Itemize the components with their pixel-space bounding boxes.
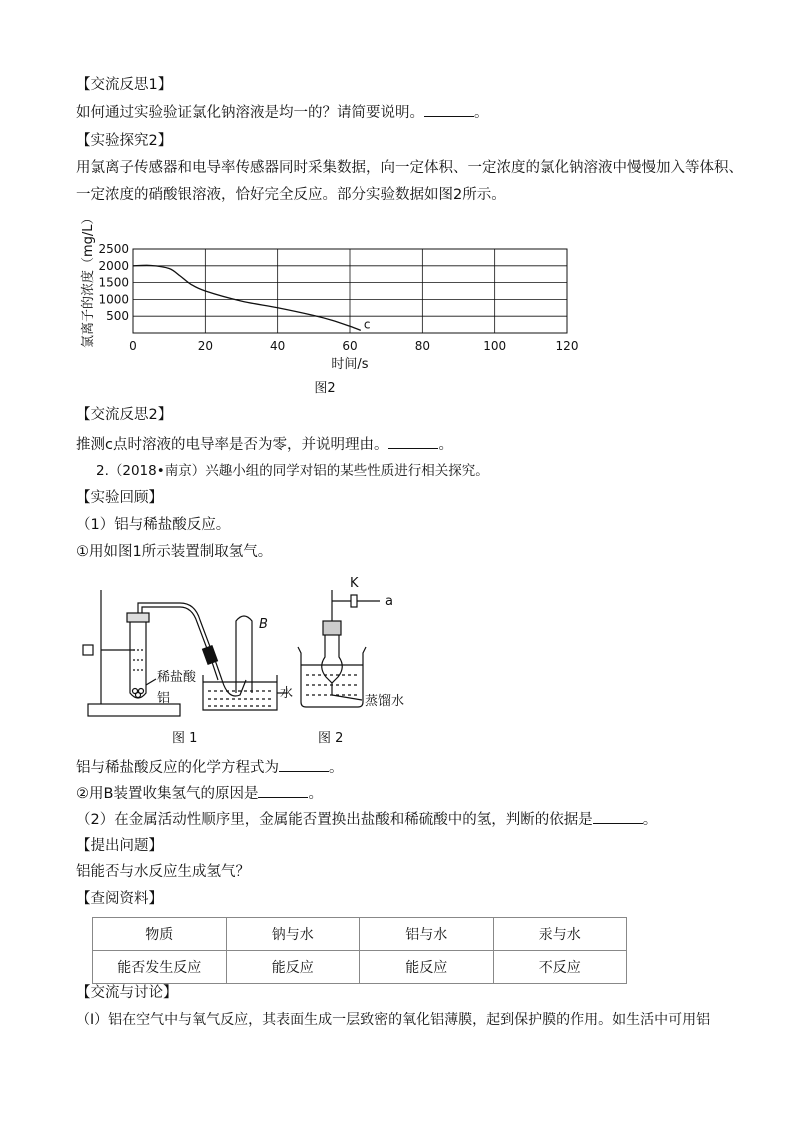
- sub-question-2: [76, 809, 657, 830]
- x-tick-label: 0: [129, 339, 137, 353]
- answer-blank[interactable]: [388, 434, 438, 449]
- problem-text: 铝能否与水反应生成氢气？: [76, 864, 250, 880]
- answer-blank[interactable]: [279, 757, 329, 772]
- label-dilute-acid: 稀盐酸: [157, 670, 197, 685]
- chart-y-axis-label: 氯离子的浓度（mg/L）: [81, 211, 96, 348]
- y-tick-label: 500: [106, 309, 129, 324]
- section-heading-reflection-2: 【交流反思2】: [76, 407, 173, 423]
- chart-grid: [133, 249, 567, 333]
- chloride-concentration-line: [133, 265, 361, 330]
- section-heading-review: 【实验回顾】: [76, 490, 163, 506]
- chart-points: [133, 265, 361, 330]
- section-heading-problem: 【提出问题】: [76, 838, 163, 854]
- beaker-apparatus: [298, 590, 380, 707]
- answer-blank[interactable]: [258, 783, 308, 798]
- period: 。: [308, 786, 323, 802]
- answer-blank[interactable]: [593, 809, 643, 824]
- table-header-cell: 物质: [93, 918, 227, 951]
- table-row: [93, 918, 627, 951]
- question-reflection-2: [76, 434, 453, 455]
- question-text: （2）在金属活动性顺序里，金属能否置换出盐酸和稀硫酸中的氢，判断的依据是: [76, 812, 593, 828]
- x-tick-label: 80: [414, 339, 430, 353]
- question-text: 推测c点时溶液的电导率是否为零，并说明理由。: [76, 437, 389, 453]
- x-tick-label: 120: [555, 339, 579, 353]
- table-cell: 能反应: [360, 951, 494, 984]
- table-cell: 能反应: [226, 951, 360, 984]
- step-1: ①用如图1所示装置制取氢气。: [76, 544, 273, 560]
- section-heading-discussion: 【交流与讨论】: [76, 985, 178, 1001]
- x-tick-label: 20: [197, 339, 213, 353]
- table-header-cell: 铝与水: [360, 918, 494, 951]
- table-cell: 不反应: [493, 951, 627, 984]
- question-text: 铝与稀盐酸反应的化学方程式为: [76, 760, 279, 776]
- sub-question-1: （1）铝与稀盐酸反应。: [76, 517, 231, 533]
- y-tick-label: 1500: [98, 275, 129, 290]
- question-2-intro: 2.（2018•南京）兴趣小组的同学对铝的某些性质进行相关探究。: [96, 463, 489, 479]
- label-water: 水: [280, 686, 294, 701]
- table-row: [93, 951, 627, 984]
- table-cell: 能否发生反应: [93, 951, 227, 984]
- y-tick-label: 2500: [98, 242, 129, 256]
- chart-ticks: [98, 242, 578, 353]
- figure-1-caption: 图 1: [172, 731, 198, 746]
- label-aluminum: 铝: [157, 691, 171, 706]
- step-2: [76, 783, 323, 804]
- figure-2-caption: 图 2: [318, 731, 344, 746]
- section-heading-reflection-1: 【交流反思1】: [76, 77, 173, 93]
- x-tick-label: 40: [270, 339, 286, 353]
- y-tick-label: 1000: [98, 292, 129, 307]
- question-text: ②用B装置收集氢气的原因是: [76, 786, 259, 802]
- experiment-2-text-line-1: 用氯离子传感器和电导率传感器同时采集数据，向一定体积、一定浓度的氯化钠溶液中慢慢加入等体积、: [76, 160, 743, 176]
- question-text: 如何通过实验验证氯化钠溶液是均一的？请简要说明。: [76, 105, 424, 121]
- discussion-text: （I）铝在空气中与氧气反应，其表面生成一层致密的氧化铝薄膜，起到保护膜的作用。如生活中可用铝: [76, 1012, 711, 1028]
- label-a: a: [385, 594, 393, 609]
- label-b: B: [259, 617, 268, 632]
- equation-question: [76, 757, 344, 778]
- label-distilled-water: 蒸馏水: [365, 694, 405, 709]
- chloride-concentration-chart: [0, 0, 794, 400]
- point-c-label: c: [363, 317, 371, 332]
- chart-x-axis-label: 时间/s: [331, 357, 369, 372]
- period: 。: [642, 812, 658, 828]
- x-tick-label: 60: [342, 339, 358, 353]
- y-tick-label: 2000: [98, 258, 129, 273]
- x-tick-label: 100: [483, 339, 507, 353]
- chart-caption: 图2: [314, 381, 336, 396]
- period: 。: [474, 105, 489, 121]
- section-heading-experiment-2: 【实验探究2】: [76, 133, 173, 149]
- apparatus-figure: [0, 565, 794, 765]
- reaction-table: [92, 917, 627, 984]
- experiment-2-text-line-2: 一定浓度的硝酸银溶液，恰好完全反应。部分实验数据如图2所示。: [76, 187, 506, 203]
- period: 。: [329, 760, 344, 776]
- section-heading-lookup: 【查阅资料】: [76, 891, 163, 907]
- table-header-cell: 钠与水: [226, 918, 360, 951]
- label-k: K: [350, 576, 359, 591]
- period: 。: [438, 437, 453, 453]
- table-header-cell: 汞与水: [493, 918, 627, 951]
